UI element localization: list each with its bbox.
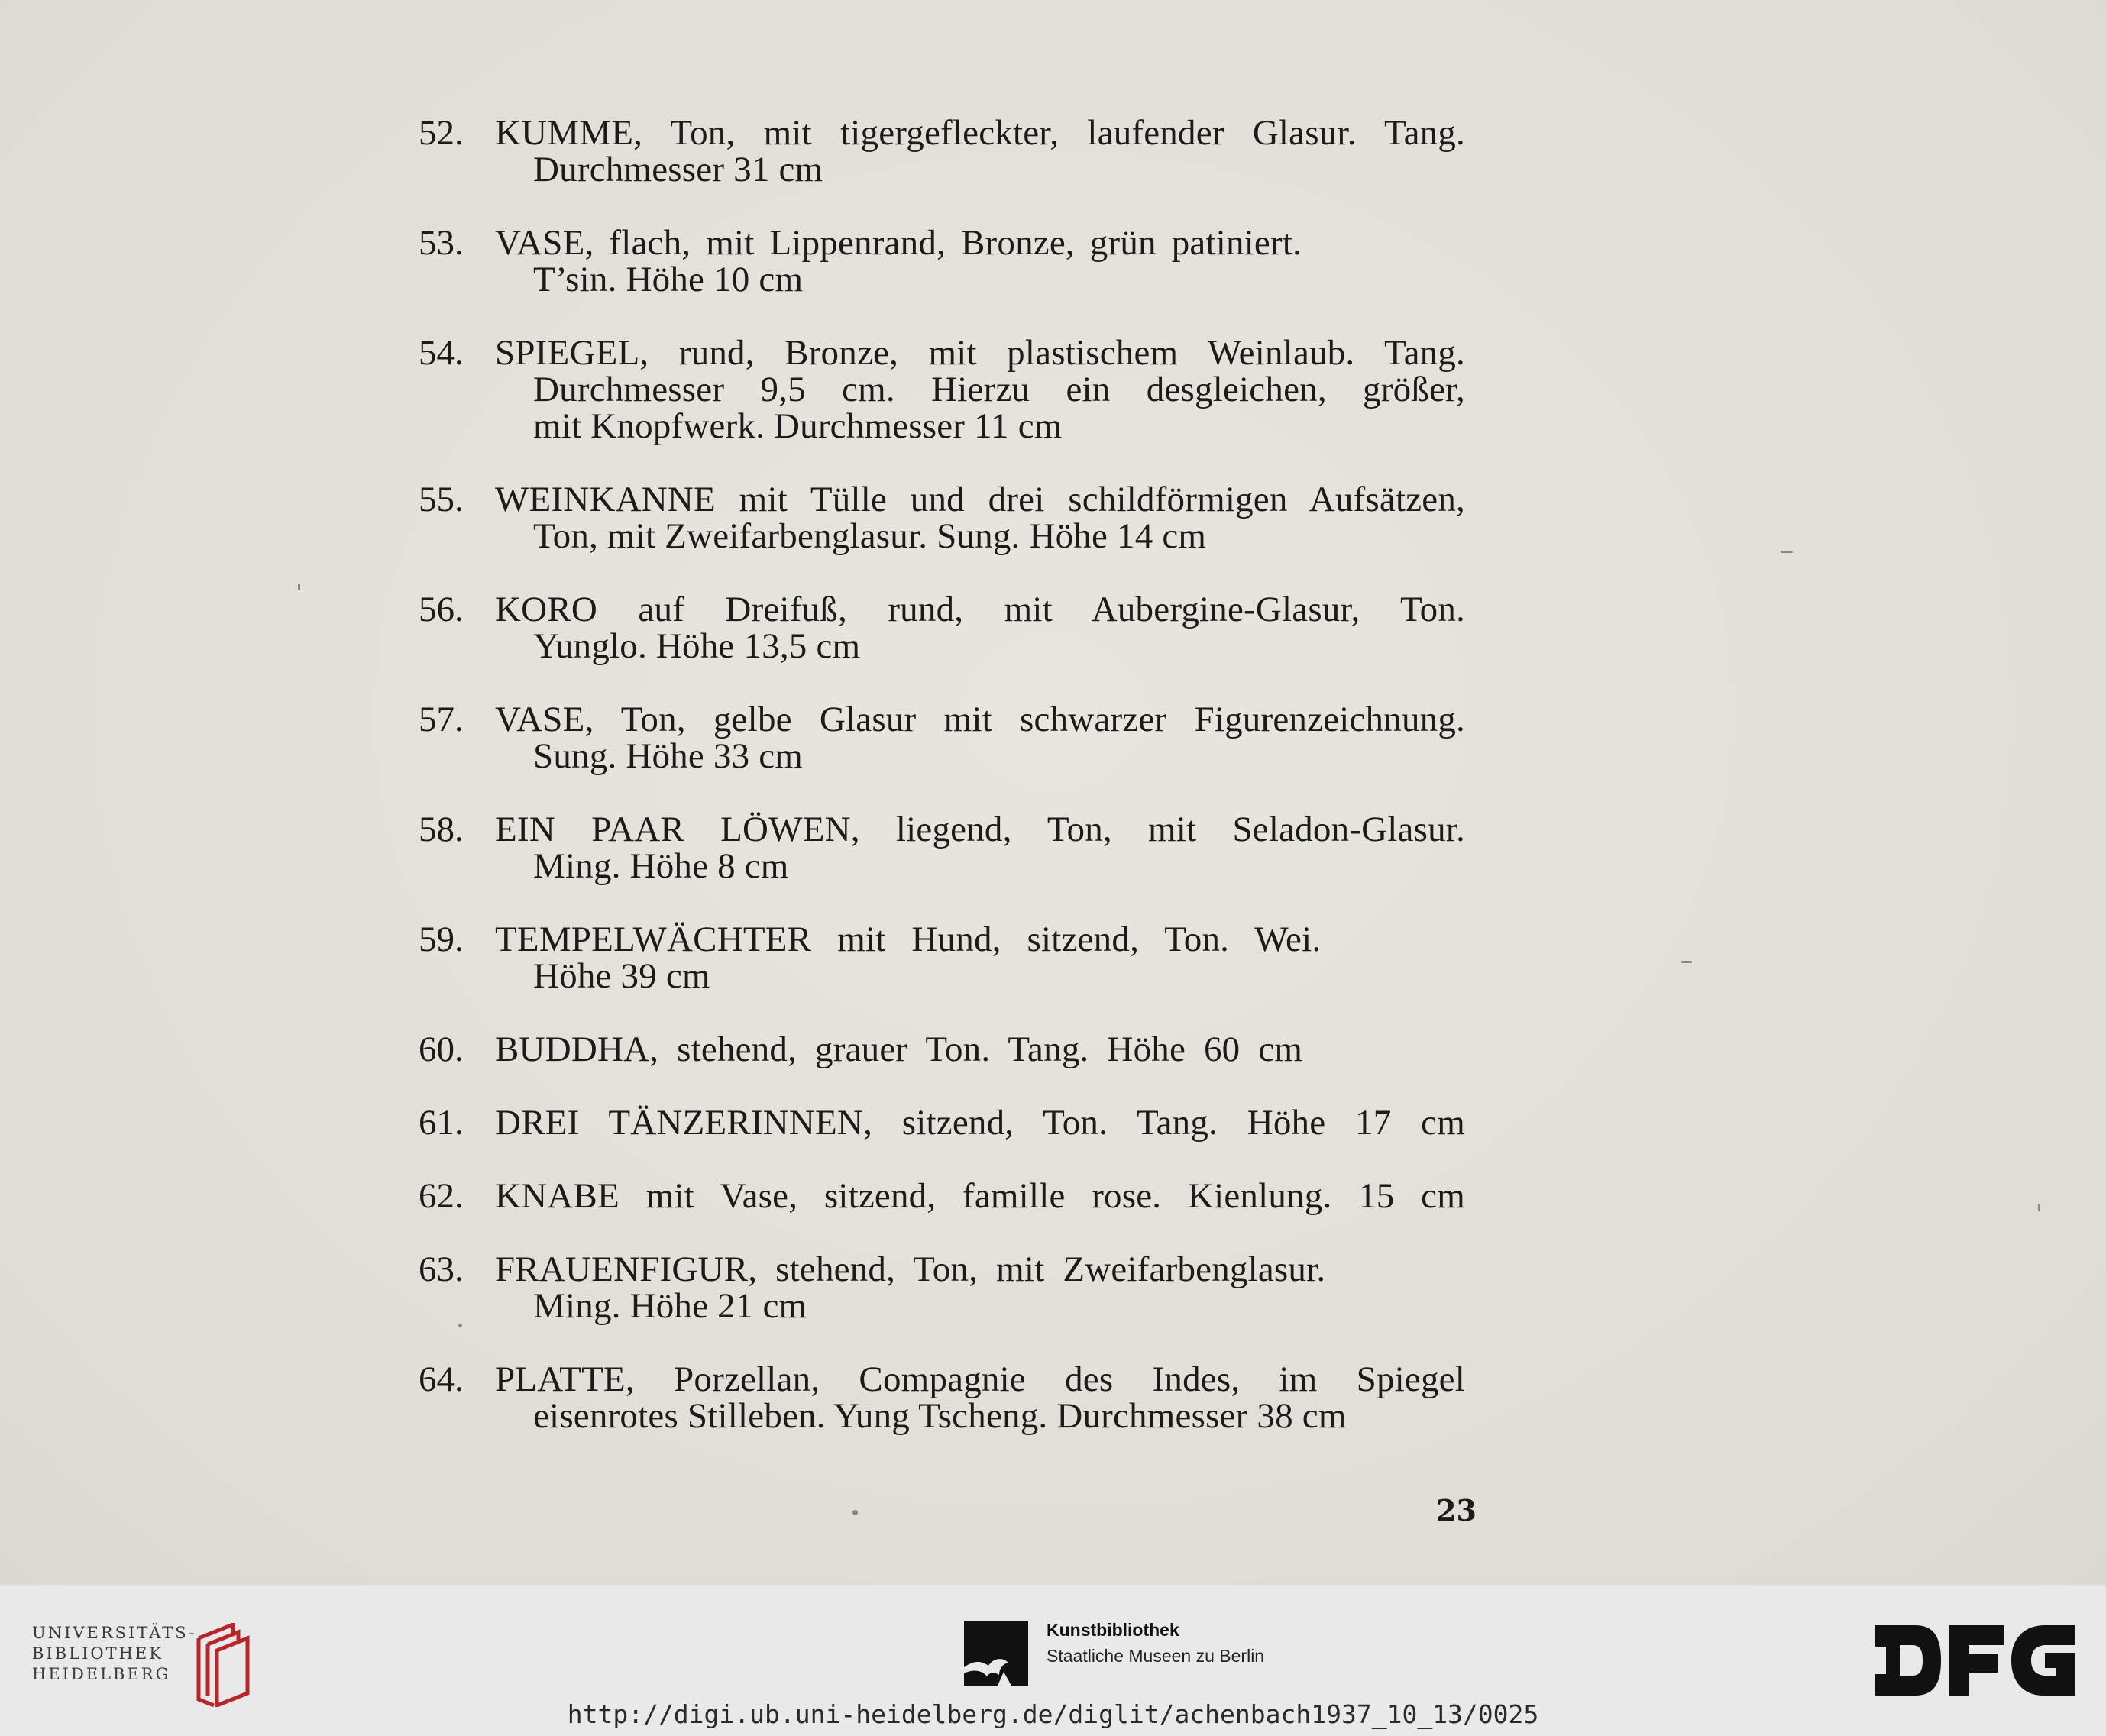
entry-text: WEINKANNE mit Tülle und drei schildförmigen Aufsätzen, [495, 480, 1465, 519]
entry-text: Ming. Höhe 21 cm [533, 1286, 807, 1326]
entry-number: 52. [419, 113, 464, 153]
entry-number: 56. [419, 590, 464, 629]
catalog-entry-63 [419, 1251, 1465, 1324]
entry-text: KNABE mit Vase, sitzend, famille rose. Kienlung. 15 cm [495, 1176, 1465, 1216]
entry-number: 57. [419, 700, 464, 739]
entry-number: 53. [419, 223, 464, 263]
catalog-entry-55 [419, 481, 1465, 554]
dfg-logo[interactable] [1875, 1625, 2075, 1696]
ub-logo-line: UNIVERSITÄTS- [32, 1624, 197, 1642]
page-number: 23 [1436, 1493, 1477, 1527]
entry-text: eisenrotes Stilleben. Yung Tscheng. Durchmesser 38 cm [533, 1396, 1347, 1436]
entry-number: 63. [419, 1249, 464, 1289]
entry-text: EIN PAAR LÖWEN, liegend, Ton, mit Seladon-Glasur. [495, 810, 1465, 849]
ub-logo-line: BIBLIOTHEK [32, 1644, 163, 1663]
paper-speck [458, 1324, 462, 1327]
paper-speck [1681, 961, 1692, 963]
entry-text: Durchmesser 31 cm [533, 150, 823, 189]
entry-text: Ming. Höhe 8 cm [533, 846, 789, 886]
entry-number: 64. [419, 1359, 464, 1399]
entry-text: TEMPELWÄCHTER mit Hund, sitzend, Ton. Wei. [495, 920, 1322, 959]
entry-text: SPIEGEL, rund, Bronze, mit plastischem Weinlaub. Tang. [495, 333, 1465, 373]
entry-text: Ton, mit Zweifarbenglasur. Sung. Höhe 14 cm [533, 516, 1207, 556]
entry-number: 60. [419, 1030, 464, 1069]
ub-book-icon [191, 1623, 260, 1707]
entry-number: 58. [419, 810, 464, 849]
kunstbibliothek-subtitle: Staatliche Museen zu Berlin [1047, 1646, 1265, 1666]
entry-text: DREI TÄNZERINNEN, sitzend, Ton. Tang. Höhe 17 cm [495, 1103, 1465, 1143]
catalog-entry-60 [419, 1031, 1465, 1068]
entry-text: VASE, Ton, gelbe Glasur mit schwarzer Figurenzeichnung. [495, 700, 1465, 739]
entry-text: FRAUENFIGUR, stehend, Ton, mit Zweifarbenglasur. [495, 1249, 1326, 1289]
paper-speck [298, 584, 300, 590]
kunstbibliothek-eagle-icon [964, 1621, 1028, 1686]
entry-text: KUMME, Ton, mit tigergefleckter, laufender Glasur. Tang. [495, 113, 1465, 153]
entry-text: Yunglo. Höhe 13,5 cm [533, 626, 861, 666]
paper-speck [852, 1510, 858, 1515]
catalog-entry-57 [419, 701, 1465, 774]
entry-text: KORO auf Dreifuß, rund, mit Aubergine-Glasur, Ton. [495, 590, 1465, 629]
catalog-entry-59 [419, 921, 1465, 994]
entry-text: Durchmesser 9,5 cm. Hierzu ein desgleichen, größer, [533, 370, 1465, 409]
entry-text: Sung. Höhe 33 cm [533, 736, 804, 776]
paper-speck [2038, 1204, 2040, 1211]
entry-number: 62. [419, 1176, 464, 1216]
entry-text: VASE, flach, mit Lippenrand, Bronze, grün patiniert. [495, 223, 1302, 263]
entry-text: BUDDHA, stehend, grauer Ton. Tang. Höhe 60 cm [495, 1030, 1303, 1069]
ub-logo-line: HEIDELBERG [32, 1665, 171, 1683]
catalog-entry-61 [419, 1104, 1465, 1141]
kunstbibliothek-title: Kunstbibliothek [1047, 1620, 1179, 1640]
catalog-entry-62 [419, 1178, 1465, 1214]
entry-text: mit Knopfwerk. Durchmesser 11 cm [533, 406, 1063, 446]
entry-number: 54. [419, 333, 464, 373]
entry-number: 55. [419, 480, 464, 519]
entry-number: 59. [419, 920, 464, 959]
ub-heidelberg-logo[interactable] [32, 1623, 261, 1707]
entry-text: PLATTE, Porzellan, Compagnie des Indes, im Spiegel [495, 1359, 1465, 1399]
digitization-footer [0, 1585, 2106, 1736]
kunstbibliothek-logo[interactable] [964, 1615, 1346, 1692]
catalog-entry-54 [419, 335, 1465, 445]
catalog-entry-53 [419, 225, 1465, 298]
entry-text: Höhe 39 cm [533, 956, 710, 996]
catalog-entry-64 [419, 1361, 1465, 1434]
catalog-entry-56 [419, 591, 1465, 664]
catalog-entry-52 [419, 115, 1465, 188]
source-url[interactable]: http://digi.ub.uni-heidelberg.de/diglit/achenbach1937_10_13/0025 [567, 1699, 1539, 1729]
entry-number: 61. [419, 1103, 464, 1143]
paper-speck [1781, 551, 1793, 553]
entry-text: T’sin. Höhe 10 cm [533, 260, 804, 299]
catalog-entries [419, 115, 1465, 1434]
catalog-entry-58 [419, 811, 1465, 884]
